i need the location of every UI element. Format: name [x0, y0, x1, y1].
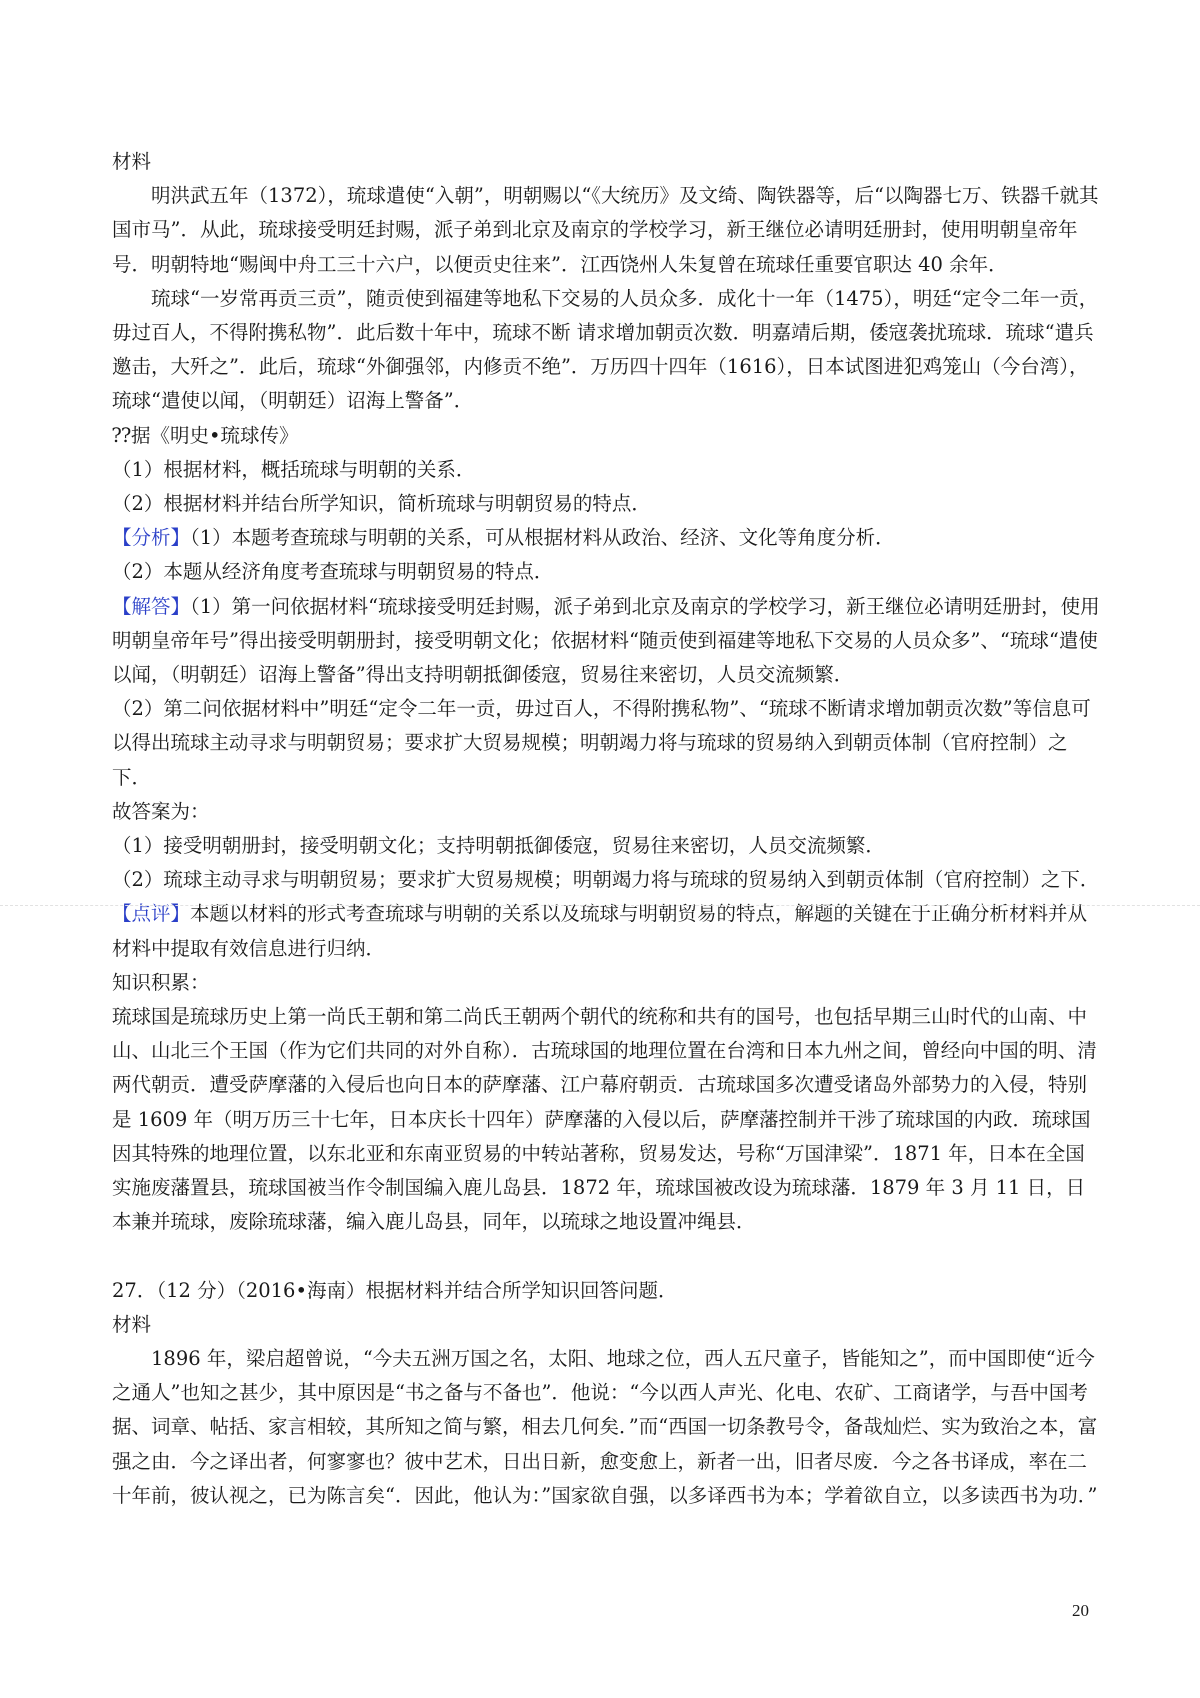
material-paragraph-1: 明洪武五年（1372），琉球遣使“入朝”，明朝赐以“《大统历》及文绮、陶铁器等，后“以陶器七万、铁器千就其国市马”．从此，琉球接受明廷封赐，派子弟到北京及南京的学校学习，新王继位必请明廷册封，使用明朝皇帝年号．明朝特地“赐闽中舟工三十六户，以便贡史往来”．江西饶州人朱复曾在琉球任重要官职达 40 余年． [112, 184, 1099, 276]
question-27-material: 1896 年，梁启超曾说，“今夫五洲万国之名，太阳、地球之位，西人五尺童子，皆能知之”，而中国即使“近今之通人”也知之甚少，其中原因是“书之备与不备也”．他说：“今以西人声光、化电、农矿、工商诸学，与吾中国考据、词章、帖括、家言相较，其所知之简与繁，相去几何矣．”而“西国一切条教号令，备哉灿烂、实为致治之本，富强之由．今之译出者，何寥寥也？彼中艺术，日出日新，愈变愈上，新者一出，旧者尽废．今之各书译成，率在二十年前，彼认视之，已为陈言矣“．因此，他认为：”国家欲自强，以多译西书为本；学着欲自立，以多读西书为功．” [112, 1346, 1098, 1507]
material-paragraph-2: 琉球“一岁常再贡三贡”，随贡使到福建等地私下交易的人员众多．成化十一年（1475），明廷“定令二年一贡，毋过百人，不得附携私物”．此后数十年中，琉球不断 请求增加朝贡次数．明嘉靖后期，倭寇袭扰琉球．琉球“遣兵邀击，大歼之”．此后，琉球“外御强邻，内修贡不绝”．万历四十四年（1616），日本试图进犯鸡笼山（今台湾），琉球“遣使以闻，（明朝廷）诏海上警备”． [112, 286, 1099, 413]
material-label-2: 材料 [112, 1312, 152, 1336]
knowledge-label: 知识积累： [112, 970, 210, 994]
answer-text-1: （1）第一问依据材料“琉球接受明廷封赐，派子弟到北京及南京的学校学习，新王继位必请明廷册封，使用明朝皇帝年号”得出接受明朝册封，接受明朝文化；依据材料“随贡使到福建等地私下交易的人员众多”、“琉球“遣使以闻，（明朝廷）诏海上警备”得出支持明朝抵御倭寇，贸易往来密切，人员交流频繁． [112, 594, 1100, 687]
question-27-heading: 27．（12 分）（2016•海南）根据材料并结合所学知识回答问题． [112, 1278, 678, 1302]
comment-tag: 【点评】 [112, 902, 191, 926]
question-2: （2）根据材料并结台所学知识，简析琉球与明朝贸易的特点． [112, 492, 651, 516]
analysis-text-1: （1）本题考查琉球与明朝的关系，可从根据材料从政治、经济、文化等角度分析． [190, 526, 895, 550]
analysis-1 [112, 521, 1104, 555]
answer-1 [112, 590, 1104, 693]
final-answer-2: （2）琉球主动寻求与明朝贸易；要求扩大贸易规模；明朝竭力将与琉球的贸易纳入到朝贡体制（官府控制）之下． [112, 868, 1100, 892]
page-content [112, 145, 1104, 1513]
analysis-tag: 【分析】 [112, 526, 191, 550]
page-divider [0, 905, 1200, 906]
knowledge-paragraph: 琉球国是琉球历史上第一尚氏王朝和第二尚氏王朝两个朝代的统称和共有的国号，也包括早期三山时代的山南、中山、山北三个王国（作为它们共同的对外自称）．古琉球国的地理位置在台湾和日本九州之间，曾经向中国的明、清两代朝贡．遭受萨摩藩的入侵后也向日本的萨摩藩、江户幕府朝贡．古琉球国多次遭受诸岛外部势力的入侵，特别是 1609 年（明万历三十七年，日本庆长十四年）萨摩藩的入侵以后，萨摩藩控制并干涉了琉球国的内政．琉球国因其特殊的地理位置，以东北亚和东南亚贸易的中转站著称，贸易发达，号称“万国津梁”．1871 年，日本在全国实施废藩置县，琉球国被当作令制国编入鹿儿岛县．1872 年，琉球国被改设为琉球藩．1879 年 3 月 11 日，日本兼并琉球，废除琉球藩，编入鹿儿岛县，同年，以琉球之地设置冲绳县． [112, 1005, 1097, 1234]
answer-tag: 【解答】 [112, 594, 191, 618]
final-answer-1: （1）接受明朝册封，接受明朝文化；支持明朝抵御倭寇，贸易往来密切，人员交流频繁． [112, 834, 885, 858]
comment-text: 本题以材料的形式考查琉球与明朝的关系以及琉球与明朝贸易的特点，解题的关键在于正确分析材料并从材料中提取有效信息进行归纳． [112, 902, 1088, 960]
section-gap [112, 1240, 1104, 1274]
question-1: （1）根据材料，概括琉球与明朝的关系． [112, 457, 476, 481]
comment [112, 897, 1104, 965]
answer-2: （2）第二问依据材料中”明廷“定令二年一贡，毋过百人，不得附携私物”、“琉球不断请求增加朝贡次数”等信息可以得出琉球主动寻求与明朝贸易；要求扩大贸易规模；明朝竭力将与琉球的贸易纳入到朝贡体制（官府控制）之下． [112, 697, 1091, 789]
page-number: 20 [1072, 1601, 1089, 1620]
material-label: 材料 [112, 150, 152, 173]
final-answer-label: 故答案为： [112, 799, 210, 823]
analysis-2: （2）本题从经济角度考查琉球与明朝贸易的特点． [112, 560, 554, 584]
material-source: ⁇据《明史•琉球传》 [112, 423, 299, 447]
